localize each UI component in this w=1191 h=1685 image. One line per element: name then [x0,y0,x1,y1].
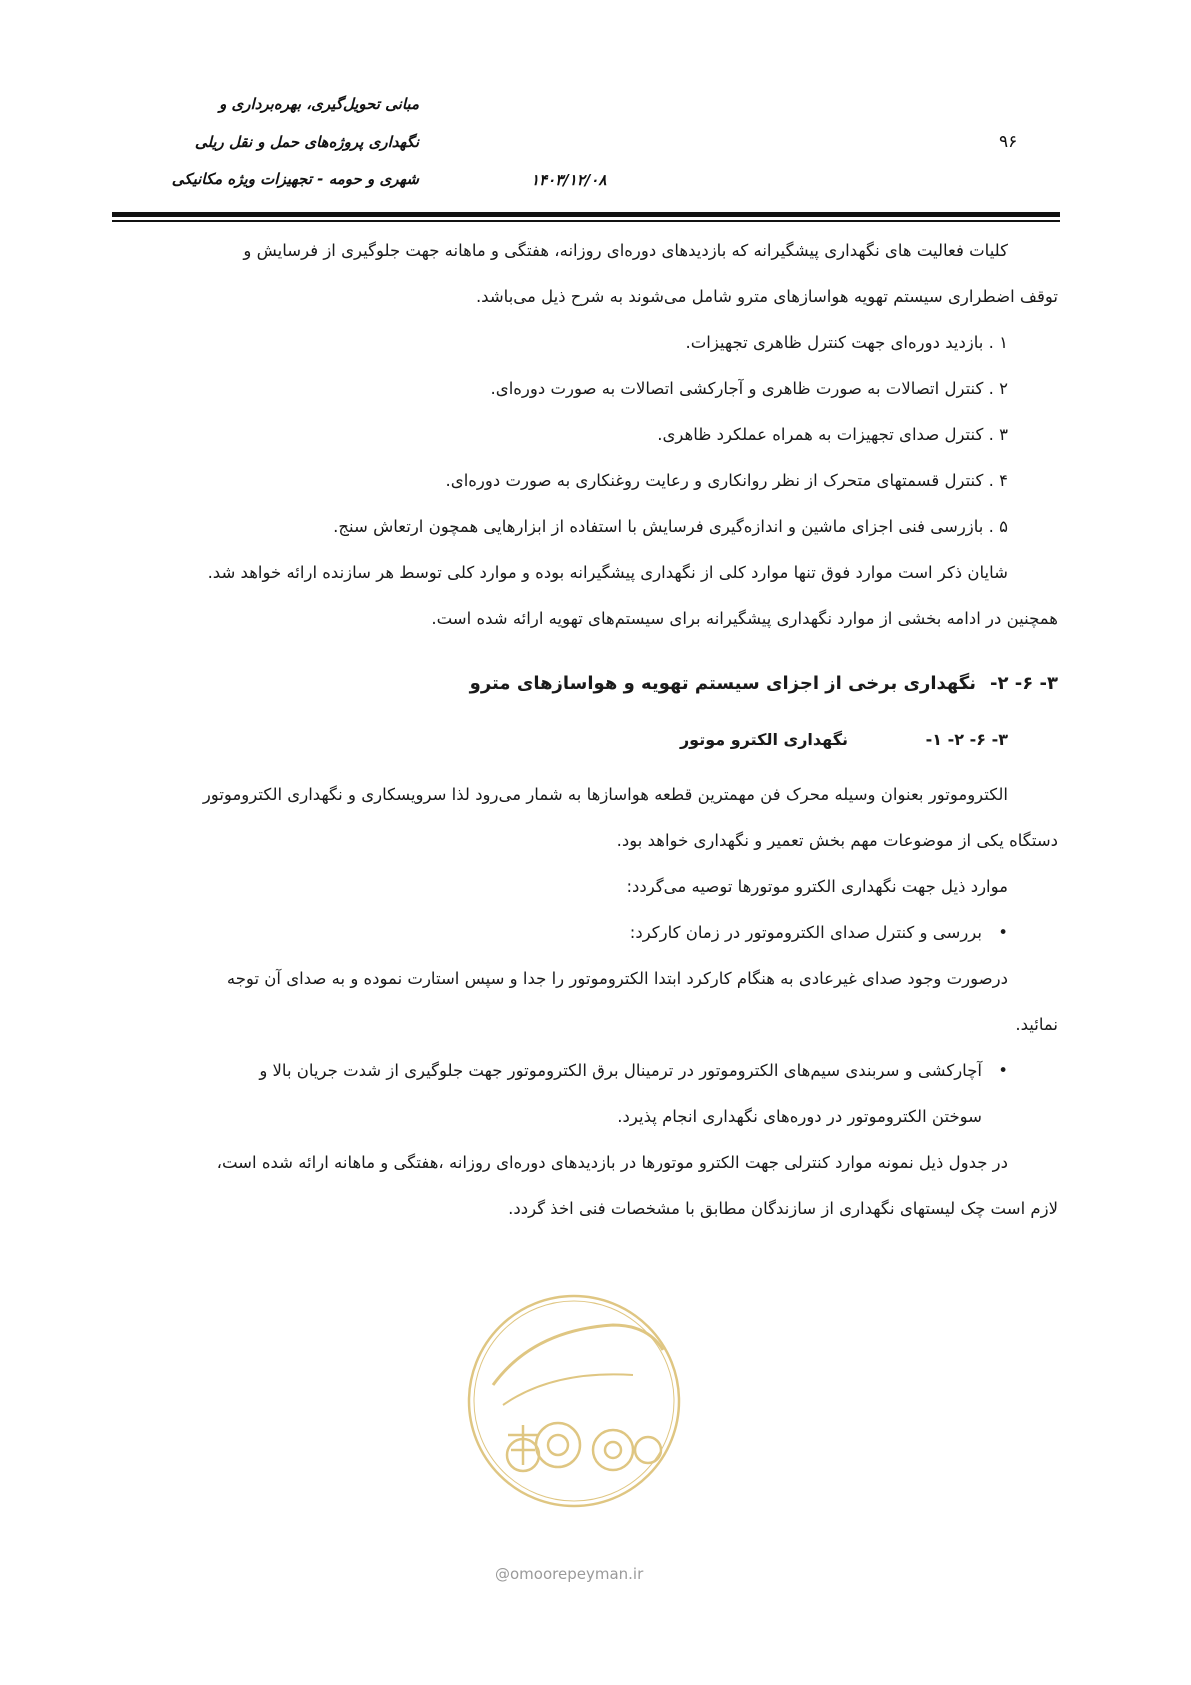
bullet-item [112,1048,1058,1094]
table-intro-line-1: در جدول ذیل نمونه موارد کنترلی جهت الکترو موتورها در بازدیدهای دوره‌ای روزانه ،هفتگی و ماهانه ارائه شده است، [216,1153,1008,1172]
list-item: ۵ . بازرسی فنی اجزای ماشین و اندازه‌گیری فرسایش با استفاده از ابزارهایی همچون ارتعاش سنج. [333,517,1008,536]
header-date: ۱۴۰۳/۱۲/۰۸ [531,171,607,189]
subsection-heading [112,720,1058,760]
list-item: ۲ . کنترل اتصالات به صورت ظاهری و آجارکشی اتصالات به صورت دوره‌ای. [490,379,1008,398]
noise-paragraph-line-1: درصورت وجود صدای غیرعادی به هنگام کارکرد ابتدا الکتروموتور را جدا و سپس استارت نموده و به صدای آن توجه [226,969,1008,988]
bullet-text: بررسی و کنترل صدای الکتروموتور در زمان کارکرد: [629,923,982,942]
watermark-logo [463,1290,685,1512]
section-number: ۳- ۶- ۲- [990,673,1058,694]
note-paragraph-line-1: شایان ذکر است موارد فوق تنها موارد کلی از نگهداری پیشگیرانه بوده و موارد کلی توسط هر سازنده ارائه خواهد شد. [207,563,1008,582]
intro-paragraph-line-2: توقف اضطراری سیستم تهویه هواسازهای مترو شامل می‌شوند به شرح ذیل می‌باشد. [475,287,1058,306]
header-divider-thin [112,220,1060,222]
bullet-dot-icon: • [998,923,1008,942]
motor-paragraph-line-2: دستگاه یکی از موضوعات مهم بخش تعمیر و نگهداری خواهد بود. [616,831,1058,850]
bullet-text: سوختن الکتروموتور در دوره‌های نگهداری انجام پذیرد. [617,1107,982,1126]
list-item: ۴ . کنترل قسمتهای متحرک از نظر روانکاری و رعایت روغنکاری به صورت دوره‌ای. [445,471,1008,490]
header-title-line-2: نگهداری پروژه‌های حمل و نقل ریلی [194,133,419,151]
list-item: ۳ . کنترل صدای تجهیزات به همراه عملکرد ظاهری. [657,425,1008,444]
note-paragraph-line-2: همچنین در ادامه بخشی از موارد نگهداری پیشگیرانه برای سیستم‌های تهویه ارائه شده است. [431,609,1058,628]
document-body [112,228,1058,1232]
motor-paragraph-line-1: الکتروموتور بعنوان وسیله محرک فن مهمترین قطعه هواسازها به شمار می‌رود لذا سرویسکاری و نگهداری الکتروموتور [202,785,1008,804]
table-intro-line-2: لازم است چک لیستهای نگهداری از سازندگان مطابق با مشخصات فنی اخذ گردد. [508,1199,1058,1218]
section-title: نگهداری برخی از اجزای سیستم تهویه و هواسازهای مترو [469,673,977,694]
list-item: ۱ . بازدید دوره‌ای جهت کنترل ظاهری تجهیزات. [685,333,1008,352]
subsection-number: ۳- ۶- ۲- ۱- [925,730,1008,749]
intro-paragraph-line-1: کلیات فعالیت های نگهداری پیشگیرانه که بازدیدهای دوره‌ای روزانه، هفتگی و ماهانه جهت جلوگیری از فرسایش و [243,241,1008,260]
header-title-line-3: شهری و حومه - تجهیزات ویژه مکانیکی [171,170,419,188]
subsection-title: نگهداری الکترو موتور [679,730,848,749]
page-header [0,0,1191,220]
bullet-continuation [112,1094,1058,1140]
bullet-text: آچارکشی و سربندی سیم‌های الکتروموتور در ترمینال برق الکتروموتور جهت جلوگیری از شدت جریان بالا و [259,1061,982,1080]
section-heading [112,656,1058,712]
header-title-line-1: مبانی تحویل‌گیری، بهره‌برداری و [219,95,419,113]
watermark-url: @omoorepeyman.ir [495,1565,644,1583]
noise-paragraph-line-2: نمائید. [1015,1015,1058,1034]
recommendation-intro: موارد ذیل جهت نگهداری الکترو موتورها توصیه می‌گردد: [626,877,1008,896]
bullet-item [112,910,1058,956]
page-number: ۹۶ [999,132,1018,152]
bullet-dot-icon: • [998,1061,1008,1080]
header-divider-thick [112,212,1060,217]
